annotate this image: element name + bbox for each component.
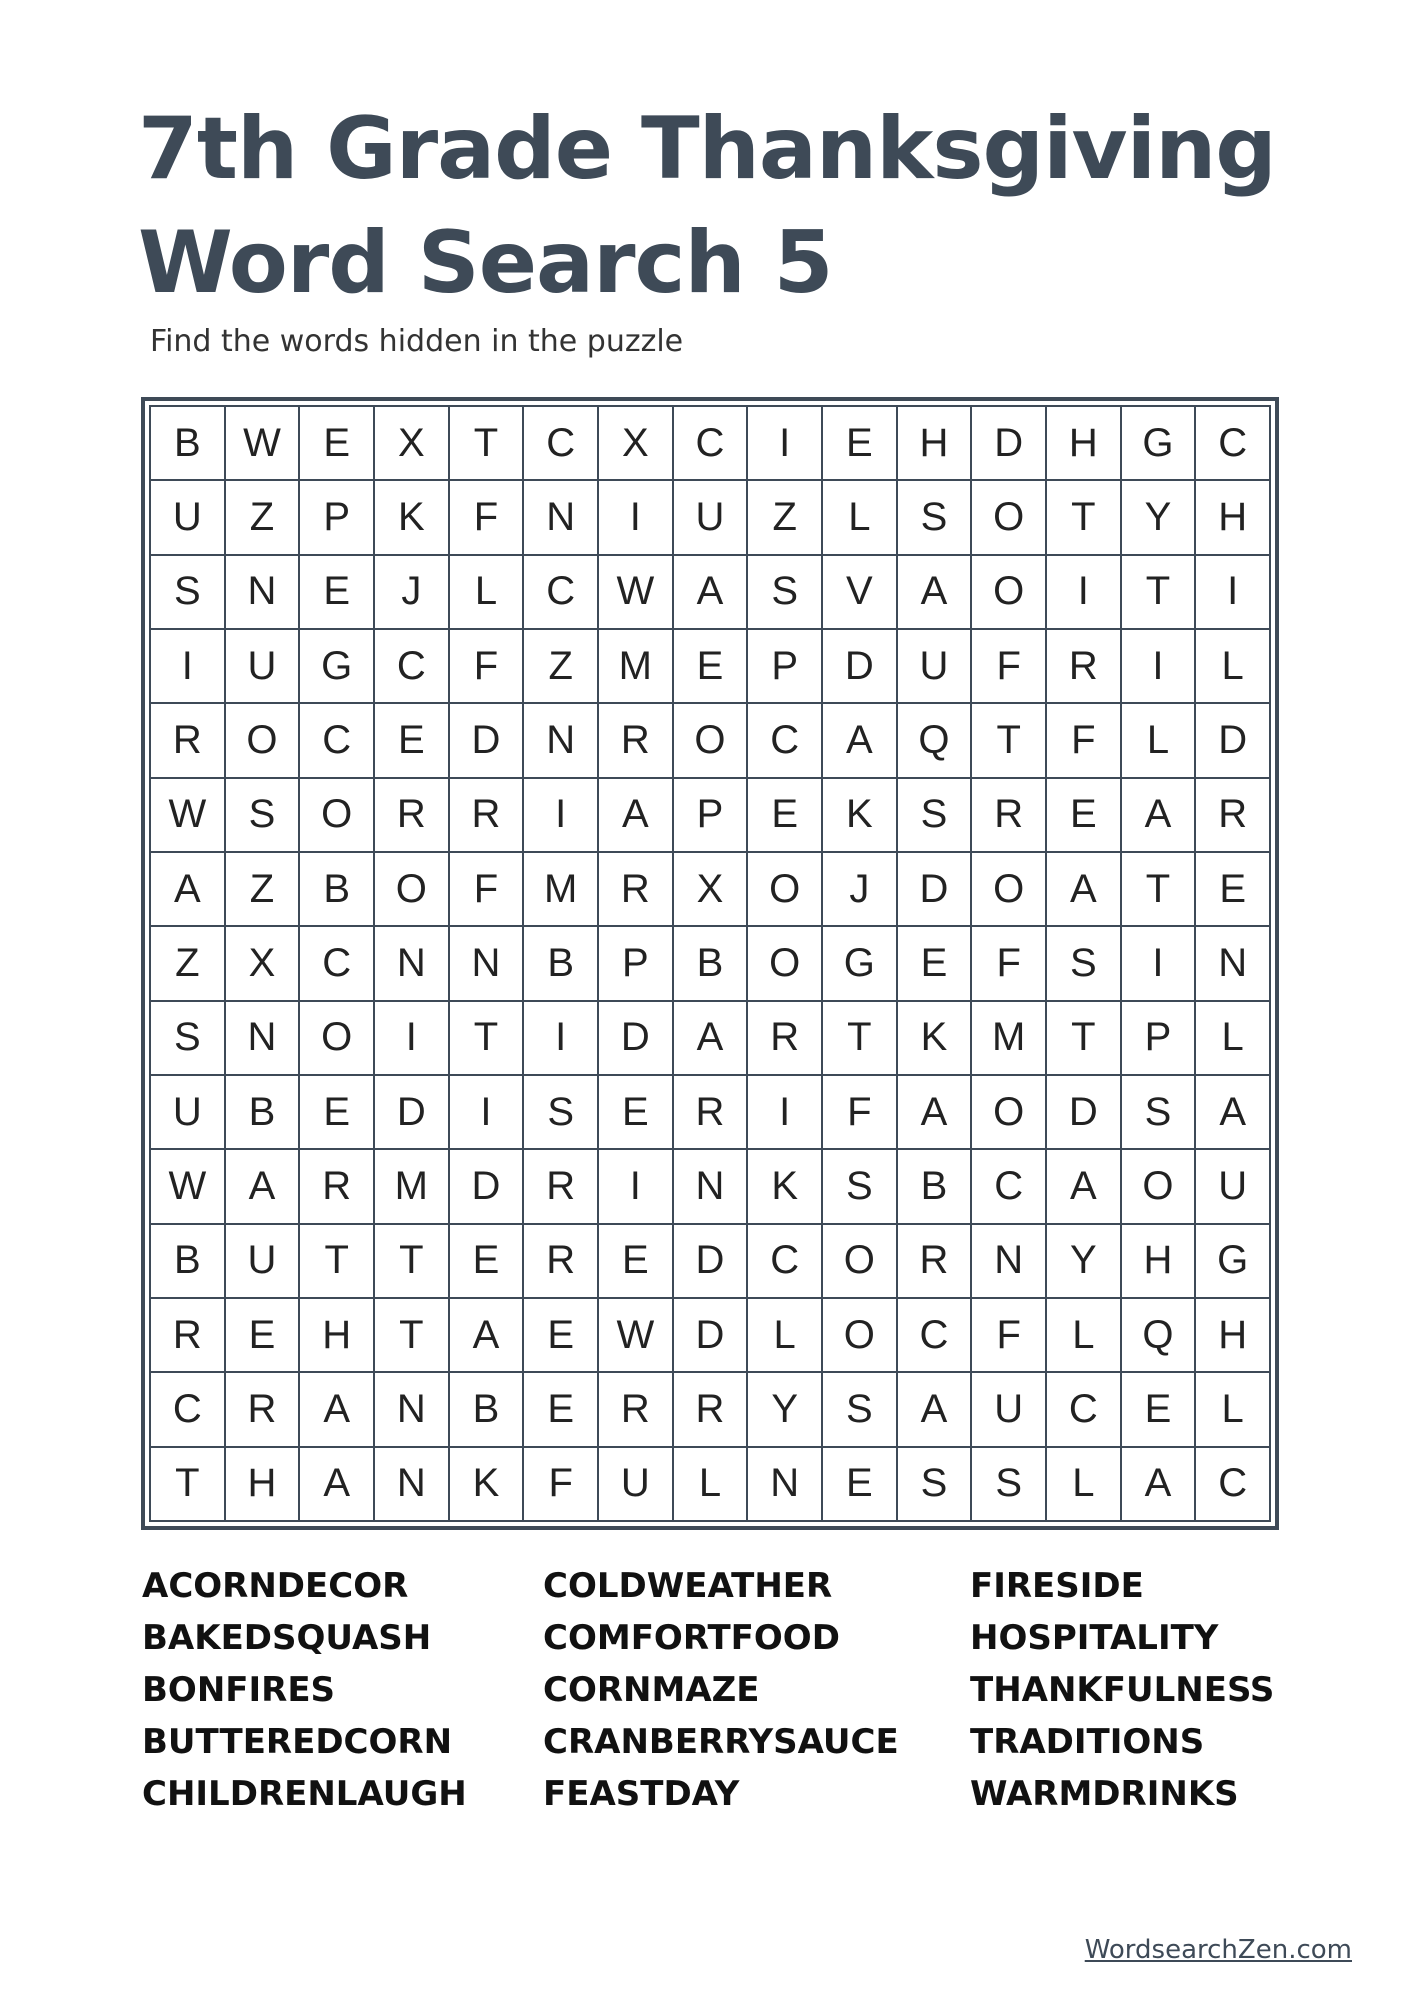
- grid-cell[interactable]: F: [972, 1299, 1047, 1373]
- grid-cell[interactable]: E: [599, 1225, 674, 1299]
- grid-cell[interactable]: R: [524, 1150, 599, 1224]
- grid-cell[interactable]: E: [300, 556, 375, 630]
- grid-cell[interactable]: L: [1196, 1002, 1271, 1076]
- grid-cell[interactable]: T: [375, 1225, 450, 1299]
- grid-cell[interactable]: O: [972, 853, 1047, 927]
- grid-cell[interactable]: S: [823, 1373, 898, 1447]
- grid-cell[interactable]: N: [524, 704, 599, 778]
- grid-cell[interactable]: E: [823, 407, 898, 481]
- grid-cell[interactable]: S: [748, 556, 823, 630]
- grid-cell[interactable]: N: [375, 927, 450, 1001]
- grid-cell[interactable]: N: [226, 556, 301, 630]
- grid-cell[interactable]: A: [300, 1448, 375, 1522]
- grid-cell[interactable]: O: [972, 556, 1047, 630]
- grid-cell[interactable]: U: [1196, 1150, 1271, 1224]
- grid-cell[interactable]: J: [375, 556, 450, 630]
- grid-cell[interactable]: R: [599, 853, 674, 927]
- grid-cell[interactable]: C: [1047, 1373, 1122, 1447]
- grid-cell[interactable]: V: [823, 556, 898, 630]
- word-list-item: FIRESIDE: [970, 1566, 1144, 1606]
- grid-cell[interactable]: D: [450, 704, 525, 778]
- grid-cell[interactable]: R: [1047, 630, 1122, 704]
- grid-cell[interactable]: W: [599, 556, 674, 630]
- grid-cell[interactable]: C: [300, 704, 375, 778]
- grid-cell[interactable]: R: [226, 1373, 301, 1447]
- grid-cell[interactable]: H: [1196, 481, 1271, 555]
- grid-cell[interactable]: N: [524, 481, 599, 555]
- grid-cell[interactable]: T: [1047, 481, 1122, 555]
- grid-cell[interactable]: N: [226, 1002, 301, 1076]
- grid-cell[interactable]: I: [599, 1150, 674, 1224]
- grid-cell[interactable]: T: [1047, 1002, 1122, 1076]
- grid-cell[interactable]: C: [375, 630, 450, 704]
- grid-cell[interactable]: D: [375, 1076, 450, 1150]
- grid-cell[interactable]: Q: [898, 704, 973, 778]
- grid-cell[interactable]: S: [1047, 927, 1122, 1001]
- word-list-item: HOSPITALITY: [970, 1618, 1219, 1658]
- grid-cell[interactable]: R: [151, 704, 226, 778]
- grid-cell[interactable]: I: [748, 407, 823, 481]
- grid-cell[interactable]: F: [972, 630, 1047, 704]
- grid-cell[interactable]: G: [300, 630, 375, 704]
- grid-cell[interactable]: Z: [226, 481, 301, 555]
- grid-cell[interactable]: R: [450, 779, 525, 853]
- grid-cell[interactable]: E: [823, 1448, 898, 1522]
- grid-cell[interactable]: B: [300, 853, 375, 927]
- word-list-column-1: [142, 1560, 467, 1820]
- grid-cell[interactable]: L: [823, 481, 898, 555]
- grid-cell[interactable]: E: [599, 1076, 674, 1150]
- grid-cell[interactable]: E: [898, 927, 973, 1001]
- grid-cell[interactable]: K: [823, 779, 898, 853]
- grid-cell[interactable]: N: [375, 1373, 450, 1447]
- word-list-item: CHILDRENLAUGH: [142, 1774, 467, 1814]
- grid-cell[interactable]: L: [748, 1299, 823, 1373]
- grid-cell[interactable]: E: [524, 1373, 599, 1447]
- grid-cell[interactable]: M: [972, 1002, 1047, 1076]
- grid-cell[interactable]: W: [151, 1150, 226, 1224]
- grid-cell[interactable]: S: [151, 1002, 226, 1076]
- grid-cell[interactable]: Z: [226, 853, 301, 927]
- grid-cell[interactable]: L: [674, 1448, 749, 1522]
- grid-cell[interactable]: I: [748, 1076, 823, 1150]
- grid-cell[interactable]: D: [450, 1150, 525, 1224]
- grid-cell[interactable]: A: [898, 1373, 973, 1447]
- grid-cell[interactable]: F: [450, 630, 525, 704]
- grid-cell[interactable]: T: [300, 1225, 375, 1299]
- grid-cell[interactable]: Z: [151, 927, 226, 1001]
- grid-cell[interactable]: A: [1122, 1448, 1197, 1522]
- grid-cell[interactable]: B: [898, 1150, 973, 1224]
- grid-cell[interactable]: F: [524, 1448, 599, 1522]
- grid-cell[interactable]: C: [898, 1299, 973, 1373]
- letter-grid: [149, 405, 1271, 1522]
- grid-cell[interactable]: K: [748, 1150, 823, 1224]
- grid-cell[interactable]: C: [1196, 407, 1271, 481]
- grid-cell[interactable]: S: [524, 1076, 599, 1150]
- grid-cell[interactable]: E: [524, 1299, 599, 1373]
- grid-cell[interactable]: F: [450, 853, 525, 927]
- grid-cell[interactable]: N: [972, 1225, 1047, 1299]
- grid-cell[interactable]: F: [972, 927, 1047, 1001]
- puzzle-frame: [141, 397, 1279, 1530]
- grid-cell[interactable]: B: [226, 1076, 301, 1150]
- grid-cell[interactable]: P: [674, 779, 749, 853]
- grid-cell[interactable]: N: [1196, 927, 1271, 1001]
- grid-cell[interactable]: D: [674, 1225, 749, 1299]
- grid-cell[interactable]: G: [1196, 1225, 1271, 1299]
- grid-cell[interactable]: A: [674, 556, 749, 630]
- grid-cell[interactable]: E: [300, 1076, 375, 1150]
- word-list-item: CORNMAZE: [543, 1670, 760, 1710]
- grid-cell[interactable]: H: [898, 407, 973, 481]
- grid-cell[interactable]: L: [1196, 1373, 1271, 1447]
- instructions: Find the words hidden in the puzzle: [150, 324, 684, 359]
- grid-cell[interactable]: H: [1122, 1225, 1197, 1299]
- grid-cell[interactable]: S: [823, 1150, 898, 1224]
- grid-cell[interactable]: E: [375, 704, 450, 778]
- grid-cell[interactable]: E: [300, 407, 375, 481]
- grid-cell[interactable]: X: [375, 407, 450, 481]
- grid-cell[interactable]: G: [1122, 407, 1197, 481]
- grid-cell[interactable]: L: [1196, 630, 1271, 704]
- grid-cell[interactable]: E: [1122, 1373, 1197, 1447]
- grid-cell[interactable]: T: [1122, 853, 1197, 927]
- grid-cell[interactable]: A: [151, 853, 226, 927]
- grid-cell[interactable]: B: [524, 927, 599, 1001]
- grid-cell[interactable]: O: [300, 779, 375, 853]
- grid-cell[interactable]: E: [1047, 779, 1122, 853]
- grid-cell[interactable]: B: [151, 1225, 226, 1299]
- grid-cell[interactable]: U: [226, 1225, 301, 1299]
- grid-cell[interactable]: Q: [1122, 1299, 1197, 1373]
- grid-cell[interactable]: L: [1047, 1299, 1122, 1373]
- grid-cell[interactable]: R: [898, 1225, 973, 1299]
- grid-cell[interactable]: I: [375, 1002, 450, 1076]
- grid-cell[interactable]: W: [599, 1299, 674, 1373]
- grid-cell[interactable]: C: [524, 407, 599, 481]
- grid-cell[interactable]: R: [674, 1076, 749, 1150]
- grid-cell[interactable]: R: [599, 1373, 674, 1447]
- grid-cell[interactable]: A: [450, 1299, 525, 1373]
- word-list-item: COMFORTFOOD: [543, 1618, 840, 1658]
- grid-cell[interactable]: S: [898, 779, 973, 853]
- grid-cell[interactable]: O: [674, 704, 749, 778]
- word-list-item: TRADITIONS: [970, 1722, 1205, 1762]
- grid-cell[interactable]: D: [1196, 704, 1271, 778]
- grid-cell[interactable]: E: [450, 1225, 525, 1299]
- grid-cell[interactable]: M: [524, 853, 599, 927]
- grid-cell[interactable]: A: [599, 779, 674, 853]
- grid-cell[interactable]: Y: [1122, 481, 1197, 555]
- grid-cell[interactable]: S: [226, 779, 301, 853]
- grid-cell[interactable]: D: [1047, 1076, 1122, 1150]
- grid-cell[interactable]: L: [1122, 704, 1197, 778]
- grid-cell[interactable]: F: [1047, 704, 1122, 778]
- site-link[interactable]: WordsearchZen.com: [1084, 1935, 1352, 1965]
- grid-cell[interactable]: U: [674, 481, 749, 555]
- grid-cell[interactable]: A: [1047, 1150, 1122, 1224]
- grid-cell[interactable]: N: [674, 1150, 749, 1224]
- grid-cell[interactable]: T: [450, 407, 525, 481]
- grid-cell[interactable]: C: [300, 927, 375, 1001]
- grid-cell[interactable]: I: [1122, 927, 1197, 1001]
- grid-cell[interactable]: R: [972, 779, 1047, 853]
- grid-cell[interactable]: X: [599, 407, 674, 481]
- title-line-1: 7th Grade Thanksgiving: [138, 99, 1276, 199]
- grid-cell[interactable]: M: [375, 1150, 450, 1224]
- grid-cell[interactable]: A: [898, 556, 973, 630]
- word-list-item: CRANBERRYSAUCE: [543, 1722, 899, 1762]
- grid-cell[interactable]: D: [823, 630, 898, 704]
- grid-cell[interactable]: U: [898, 630, 973, 704]
- grid-cell[interactable]: P: [599, 927, 674, 1001]
- grid-cell[interactable]: Y: [1047, 1225, 1122, 1299]
- grid-cell[interactable]: F: [823, 1076, 898, 1150]
- grid-cell[interactable]: H: [1047, 407, 1122, 481]
- grid-cell[interactable]: E: [1196, 853, 1271, 927]
- grid-cell[interactable]: Z: [748, 481, 823, 555]
- word-list-column-3: [970, 1560, 1274, 1820]
- grid-cell[interactable]: S: [1122, 1076, 1197, 1150]
- grid-cell[interactable]: J: [823, 853, 898, 927]
- grid-cell[interactable]: T: [972, 704, 1047, 778]
- grid-cell[interactable]: I: [599, 481, 674, 555]
- grid-cell[interactable]: O: [748, 853, 823, 927]
- grid-cell[interactable]: H: [1196, 1299, 1271, 1373]
- word-list-item: WARMDRINKS: [970, 1774, 1239, 1814]
- grid-cell[interactable]: I: [1196, 556, 1271, 630]
- grid-cell[interactable]: T: [151, 1448, 226, 1522]
- grid-cell[interactable]: I: [524, 779, 599, 853]
- grid-cell[interactable]: L: [1047, 1448, 1122, 1522]
- word-list-item: BONFIRES: [142, 1670, 336, 1710]
- grid-cell[interactable]: U: [226, 630, 301, 704]
- grid-cell[interactable]: T: [450, 1002, 525, 1076]
- grid-cell[interactable]: U: [151, 481, 226, 555]
- grid-cell[interactable]: I: [151, 630, 226, 704]
- word-list-column-2: [543, 1560, 899, 1820]
- grid-cell[interactable]: C: [674, 407, 749, 481]
- grid-cell[interactable]: B: [450, 1373, 525, 1447]
- grid-cell[interactable]: Y: [748, 1373, 823, 1447]
- grid-cell[interactable]: T: [823, 1002, 898, 1076]
- grid-cell[interactable]: E: [226, 1299, 301, 1373]
- grid-cell[interactable]: T: [1122, 556, 1197, 630]
- grid-cell[interactable]: N: [375, 1448, 450, 1522]
- grid-cell[interactable]: P: [1122, 1002, 1197, 1076]
- grid-cell[interactable]: D: [972, 407, 1047, 481]
- grid-cell[interactable]: O: [748, 927, 823, 1001]
- grid-cell[interactable]: R: [524, 1225, 599, 1299]
- word-list-item: ACORNDECOR: [142, 1566, 409, 1606]
- grid-cell[interactable]: O: [375, 853, 450, 927]
- grid-cell[interactable]: P: [300, 481, 375, 555]
- grid-cell[interactable]: B: [151, 407, 226, 481]
- grid-cell[interactable]: E: [748, 779, 823, 853]
- grid-cell[interactable]: R: [599, 704, 674, 778]
- grid-cell[interactable]: D: [599, 1002, 674, 1076]
- grid-cell[interactable]: C: [151, 1373, 226, 1447]
- grid-cell[interactable]: D: [898, 853, 973, 927]
- grid-cell[interactable]: A: [226, 1150, 301, 1224]
- grid-cell[interactable]: U: [151, 1076, 226, 1150]
- grid-cell[interactable]: A: [1047, 853, 1122, 927]
- grid-cell[interactable]: R: [748, 1002, 823, 1076]
- grid-cell[interactable]: T: [375, 1299, 450, 1373]
- grid-cell[interactable]: O: [1122, 1150, 1197, 1224]
- grid-cell[interactable]: K: [898, 1002, 973, 1076]
- grid-cell[interactable]: R: [1196, 779, 1271, 853]
- page-title: [138, 92, 1276, 320]
- grid-cell[interactable]: A: [823, 704, 898, 778]
- grid-cell[interactable]: L: [450, 556, 525, 630]
- grid-cell[interactable]: I: [524, 1002, 599, 1076]
- grid-cell[interactable]: O: [823, 1225, 898, 1299]
- grid-cell[interactable]: S: [972, 1448, 1047, 1522]
- grid-cell[interactable]: S: [898, 1448, 973, 1522]
- grid-cell[interactable]: I: [1047, 556, 1122, 630]
- grid-cell[interactable]: I: [450, 1076, 525, 1150]
- grid-cell[interactable]: P: [748, 630, 823, 704]
- grid-cell[interactable]: A: [674, 1002, 749, 1076]
- grid-cell[interactable]: A: [1196, 1076, 1271, 1150]
- grid-cell[interactable]: R: [151, 1299, 226, 1373]
- grid-cell[interactable]: O: [823, 1299, 898, 1373]
- grid-cell[interactable]: C: [524, 556, 599, 630]
- grid-cell[interactable]: D: [674, 1299, 749, 1373]
- grid-cell[interactable]: X: [674, 853, 749, 927]
- grid-cell[interactable]: N: [748, 1448, 823, 1522]
- grid-cell[interactable]: E: [674, 630, 749, 704]
- grid-cell[interactable]: M: [599, 630, 674, 704]
- word-list-item: BUTTEREDCORN: [142, 1722, 453, 1762]
- grid-cell[interactable]: W: [151, 779, 226, 853]
- grid-cell[interactable]: S: [898, 481, 973, 555]
- grid-cell[interactable]: R: [300, 1150, 375, 1224]
- grid-cell[interactable]: A: [1122, 779, 1197, 853]
- grid-cell[interactable]: N: [450, 927, 525, 1001]
- grid-cell[interactable]: A: [300, 1373, 375, 1447]
- grid-cell[interactable]: A: [898, 1076, 973, 1150]
- grid-cell[interactable]: X: [226, 927, 301, 1001]
- grid-cell[interactable]: Z: [524, 630, 599, 704]
- word-list-item: COLDWEATHER: [543, 1566, 833, 1606]
- grid-cell[interactable]: C: [1196, 1448, 1271, 1522]
- grid-cell[interactable]: B: [674, 927, 749, 1001]
- grid-cell[interactable]: H: [300, 1299, 375, 1373]
- grid-cell[interactable]: O: [300, 1002, 375, 1076]
- grid-cell[interactable]: O: [972, 1076, 1047, 1150]
- grid-cell[interactable]: F: [450, 481, 525, 555]
- grid-cell[interactable]: G: [823, 927, 898, 1001]
- grid-cell[interactable]: U: [599, 1448, 674, 1522]
- grid-cell[interactable]: I: [1122, 630, 1197, 704]
- word-list-item: FEASTDAY: [543, 1774, 740, 1814]
- title-line-2: Word Search 5: [138, 213, 833, 313]
- grid-cell[interactable]: C: [748, 1225, 823, 1299]
- word-list-item: BAKEDSQUASH: [142, 1618, 432, 1658]
- grid-cell[interactable]: R: [375, 779, 450, 853]
- grid-cell[interactable]: C: [748, 704, 823, 778]
- grid-cell[interactable]: W: [226, 407, 301, 481]
- grid-cell[interactable]: C: [972, 1150, 1047, 1224]
- grid-cell[interactable]: U: [972, 1373, 1047, 1447]
- grid-cell[interactable]: O: [226, 704, 301, 778]
- grid-cell[interactable]: H: [226, 1448, 301, 1522]
- grid-cell[interactable]: R: [674, 1373, 749, 1447]
- word-list-item: THANKFULNESS: [970, 1670, 1275, 1710]
- grid-cell[interactable]: S: [151, 556, 226, 630]
- grid-cell[interactable]: K: [450, 1448, 525, 1522]
- grid-cell[interactable]: K: [375, 481, 450, 555]
- grid-cell[interactable]: O: [972, 481, 1047, 555]
